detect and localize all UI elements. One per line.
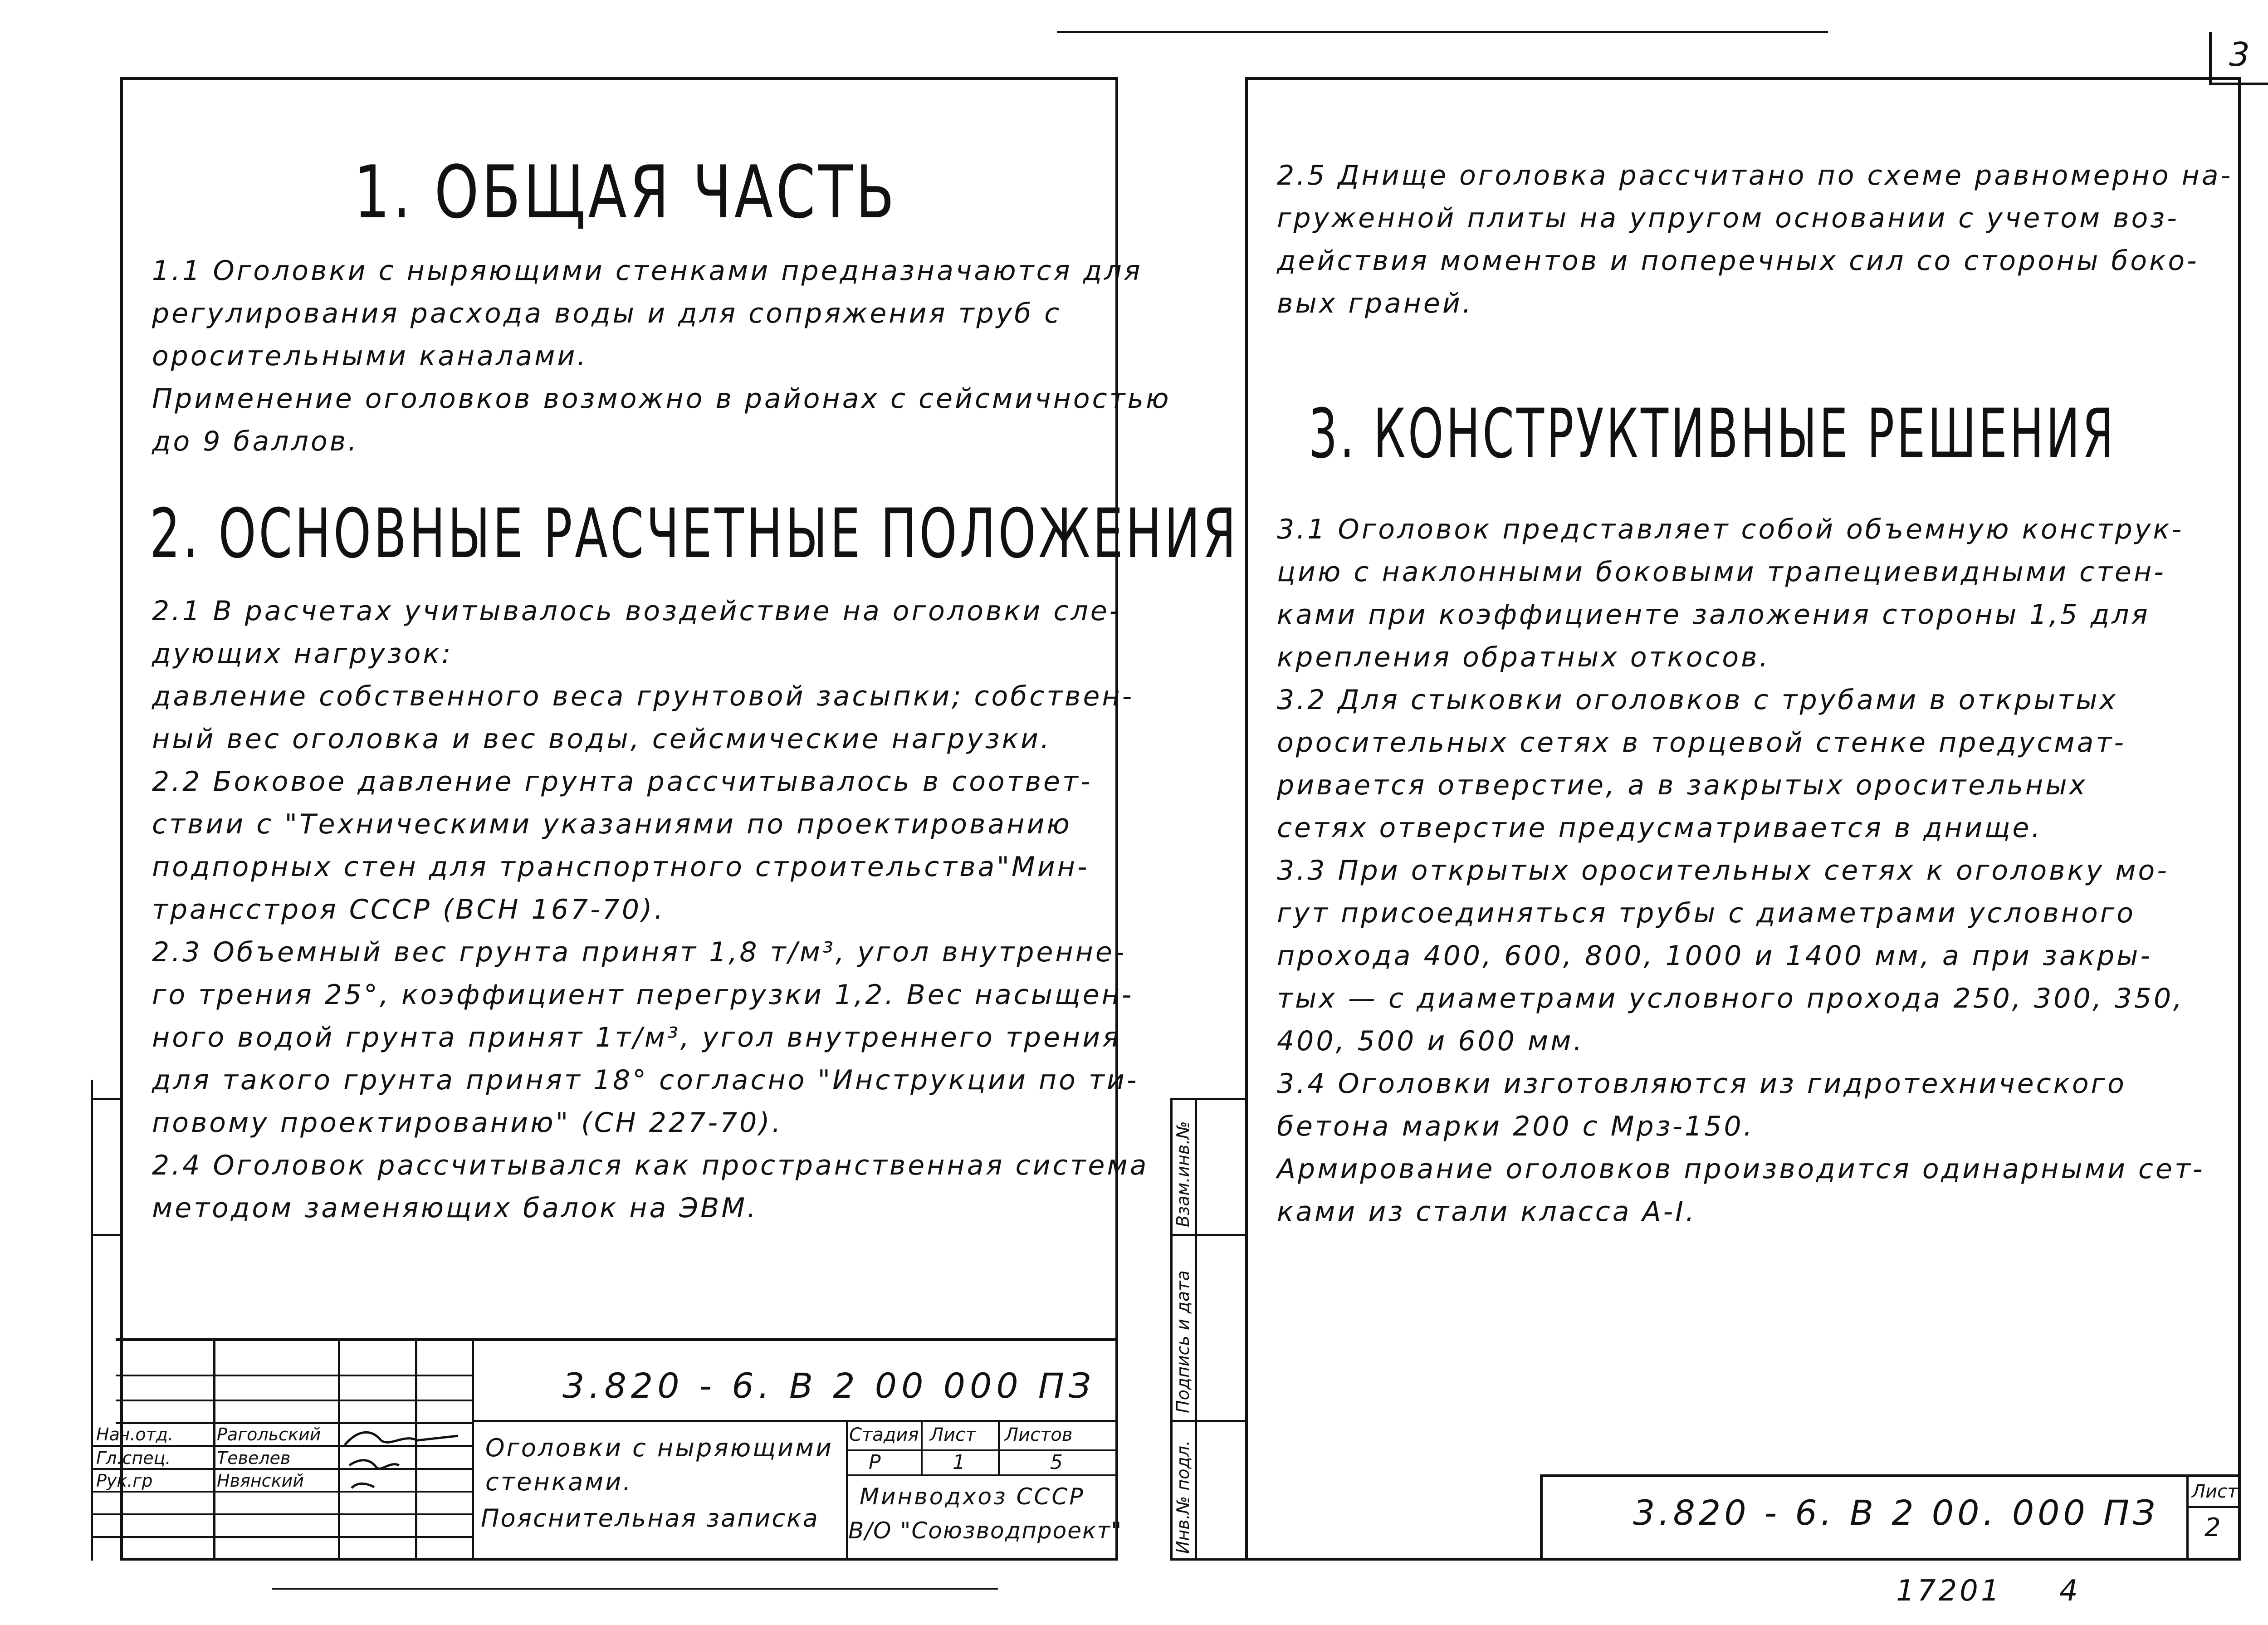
right-stamp-sheet-label: Лист xyxy=(2192,1481,2238,1502)
section-2-5-text: 2.5 Днище оголовка рассчитано по схеме равномерно на- груженной плиты на упругом основании с учетом воз- действия моментов и поперечных сил со стороны боко- вых граней. xyxy=(1277,160,2233,319)
stamp-role-3: Рук.гр xyxy=(96,1471,153,1491)
stamp-role-2: Гл.спец. xyxy=(96,1448,171,1468)
stamp-role-1: Нач.отд. xyxy=(96,1424,174,1444)
top-rule-left xyxy=(1057,31,1093,33)
bottom-rule xyxy=(272,1588,998,1590)
stamp-row-line-8 xyxy=(91,1536,474,1538)
stamp-row-line-2 xyxy=(116,1400,474,1401)
side-stamp-replace-label: Взам.инв.№ xyxy=(1173,1121,1193,1227)
stamp-sheets-divider xyxy=(998,1420,1000,1474)
stamp-sheets-value: 5 xyxy=(1050,1451,1063,1474)
margin-tick-2 xyxy=(91,1234,122,1236)
margin-tick-3 xyxy=(91,1080,93,1561)
stamp-organization-line-1: Минводхоз СССР xyxy=(860,1483,1085,1510)
top-rule xyxy=(1057,31,1828,33)
stamp-row-line-7 xyxy=(91,1513,474,1515)
section-1-text: 1.1 Оголовки с ныряющими стенками предназначаются для регулирования расхода воды и для сопряжения труб с оросительными каналами. Применение оголовков возможно в районах с сейсмичностью до 9 баллов. xyxy=(152,255,1171,457)
stamp-stage-label: Стадия xyxy=(849,1424,919,1445)
stamp-stage-value: Р xyxy=(869,1451,881,1474)
signatures xyxy=(340,1420,476,1493)
margin-tick-1 xyxy=(91,1098,122,1100)
stamp-name-3: Нвянский xyxy=(217,1471,304,1491)
side-stamp-divider xyxy=(1195,1098,1197,1561)
stamp-stage-value-line xyxy=(846,1474,1118,1476)
right-stamp-document-code: 3.820 - 6. В 2 00. 000 ПЗ xyxy=(1633,1493,2159,1533)
stamp-document-code: 3.820 - 6. В 2 00 000 ПЗ xyxy=(562,1366,1095,1406)
side-stamp-signature-label: Подпись и дата xyxy=(1173,1270,1193,1413)
page-number: 3 xyxy=(2229,35,2250,73)
section-3-heading: 3. КОНСТРУКТИВНЫЕ РЕШЕНИЯ xyxy=(1309,395,2116,474)
stamp-sheet-value: 1 xyxy=(953,1451,965,1474)
stamp-sheets-label: Листов xyxy=(1005,1424,1073,1445)
stamp-organization-line-2: В/О "Союзводпроект" xyxy=(848,1517,1123,1544)
section-2-heading: 2. ОСНОВНЫЕ РАСЧЕТНЫЕ ПОЛОЖЕНИЯ xyxy=(150,494,1239,573)
stamp-divider-1 xyxy=(213,1338,215,1561)
section-2-text: 2.1 В расчетах учитывалось воздействие на оголовки сле- дующих нагрузок: давление собственного веса грунтовой засыпки; собствен- ный вес оголовка и вес воды, сейсмические нагрузки. 2.2 Боковое давление грунта рассчитывалось в соответ- ствии с "Техническими указаниями по проектированию подпорных стен для транспортного строительства"Мин- трансстроя СССР (ВСН 167-70). 2.3 Объемный вес грунта принят 1,8 т/м³, угол внутренне- го трения 25°, коэффициент перегрузки 1,2. Вес насыщен- ного водой грунта принят 1т/м³, угол внутреннего трения для такого грунта принят 18° согласно "Инструкции по ти- повому проектированию" (СН 227-70). 2.4 Оголовок рассчитывался как пространственная система методом заменяющих балок на ЭВМ. xyxy=(152,595,1149,1224)
stamp-row-line-1 xyxy=(116,1375,474,1376)
stamp-description-line-1: Оголовки с ныряющими xyxy=(485,1434,833,1462)
side-stamp-row-1 xyxy=(1170,1234,1245,1236)
stamp-description-line-3: Пояснительная записка xyxy=(481,1504,819,1532)
stamp-name-1: Рагольский xyxy=(217,1424,321,1444)
stamp-stage-header-line xyxy=(846,1449,1118,1451)
stamp-code-line xyxy=(472,1420,1118,1422)
footer-format: 4 xyxy=(2059,1574,2078,1608)
stamp-name-2: Тевелев xyxy=(217,1448,291,1468)
footer-number: 17201 xyxy=(1896,1574,2002,1608)
stamp-sheet-label: Лист xyxy=(930,1424,976,1445)
stamp-sheet-divider xyxy=(921,1420,923,1474)
right-stamp-sheet-divider xyxy=(2186,1474,2189,1561)
stamp-description-line-2: стенками. xyxy=(485,1468,633,1496)
section-3-text: 3.1 Оголовок представляет собой объемную конструк- цию с наклонными боковыми трапециевидными стен- ками при коэффициенте заложения стороны 1,5 для крепления обратных откосов. 3.2 Для стыковки оголовков с трубами в открытых оросительных сетях в торцевой стенке предусмат- ривается отверстие, а в закрытых оросительных сетях отверстие предусматривается в днище. 3.3 При открытых оросительных сетях к оголовку мо- гут присоединяться трубы с диаметрами условного прохода 400, 600, 800, 1000 и 1400 мм, а при закры- тых — с диаметрами условного прохода 250, 300, 350, 400, 500 и 600 мм. 3.4 Оголовки изготовляются из гидротехнического бетона марки 200 с Мрз-150. Армирование оголовков производится одинарными сет- ками из стали класса А-I. xyxy=(1277,514,2205,1228)
section-1-heading: 1. ОБЩАЯ ЧАСТЬ xyxy=(354,150,898,235)
right-stamp-sheet-value: 2 xyxy=(2204,1513,2221,1542)
side-stamp-inventory-label: Инв.№ подл. xyxy=(1173,1440,1193,1554)
right-stamp-sheet-line xyxy=(2186,1506,2241,1508)
side-stamp-row-2 xyxy=(1170,1420,1245,1422)
